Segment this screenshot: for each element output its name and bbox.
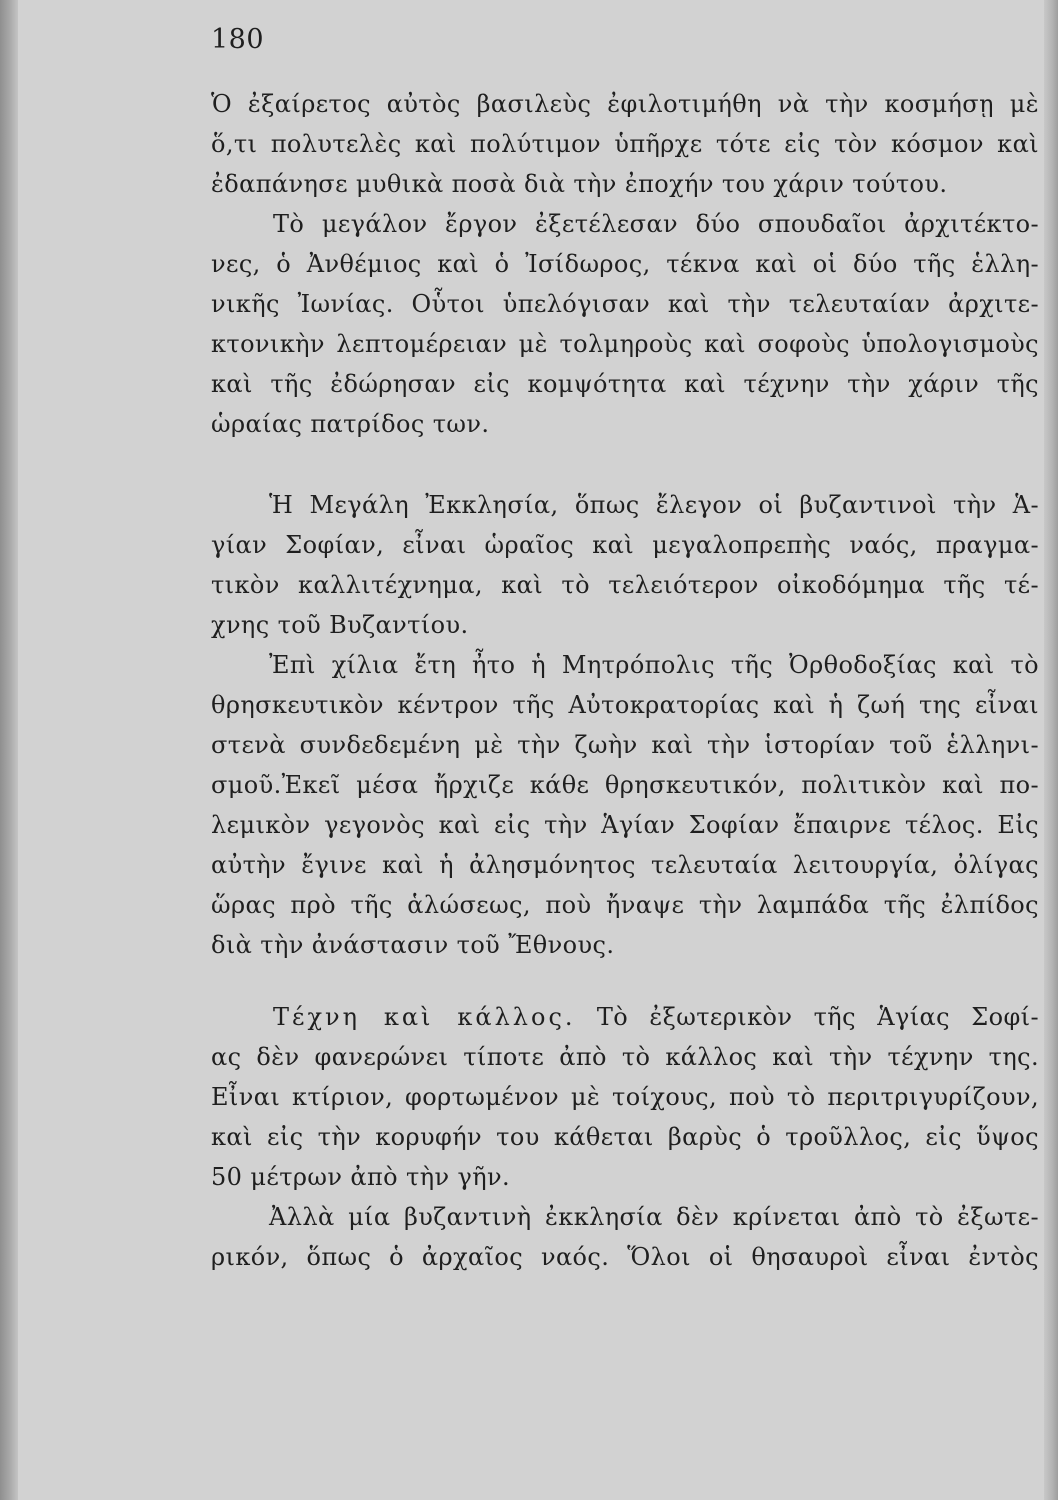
text-line: αὐτὴν ἔγινε καὶ ἡ ἀλησμόνητος τελευταία λειτουργία, ὀλίγας bbox=[211, 851, 1039, 879]
text-line: Ὁ ἐξαίρετος αὐτὸς βασιλεὺς ἐφιλοτιμήθη νὰ τὴν κοσμήσῃ μὲ bbox=[211, 90, 1039, 118]
text-line: λεμικὸν γεγονὸς καὶ εἰς τὴν Ἁγίαν Σοφίαν ἔπαιρνε τέλος. Εἰς bbox=[211, 811, 1039, 839]
text-block-great-church bbox=[211, 485, 1039, 965]
page-number: 180 bbox=[211, 24, 265, 55]
book-page bbox=[18, 0, 1044, 1500]
text-line: Εἶναι κτίριον, φορτωμένον μὲ τοίχους, ποὺ τὸ περιτριγυρίζουν, bbox=[211, 1083, 1039, 1111]
text-line: θρησκευτικὸν κέντρον τῆς Αὐτοκρατορίας καὶ ἡ ζωή της εἶναι bbox=[211, 691, 1039, 719]
text-line: νικῆς Ἰωνίας. Οὗτοι ὑπελόγισαν καὶ τὴν τελευταίαν ἀρχιτε- bbox=[211, 290, 1039, 318]
text-block-art-and-beauty bbox=[211, 997, 1039, 1277]
text-line: ας δὲν φανερώνει τίποτε ἀπὸ τὸ κάλλος καὶ τὴν τέχνην της. bbox=[211, 1043, 1039, 1071]
text-line: ἐδαπάνησε μυθικὰ ποσὰ διὰ τὴν ἐποχήν του χάριν τούτου. bbox=[211, 170, 948, 198]
text-line: σμοῦ.Ἐκεῖ μέσα ἤρχιζε κάθε θρησκευτικόν, πολιτικὸν καὶ πο- bbox=[211, 771, 1039, 799]
text-line: Ἀλλὰ μία βυζαντινὴ ἐκκλησία δὲν κρίνεται ἀπὸ τὸ ἐξωτε- bbox=[269, 1203, 1039, 1231]
text-line: στενὰ συνδεδεμένη μὲ τὴν ζωὴν καὶ τὴν ἱστορίαν τοῦ ἑλληνι- bbox=[211, 731, 1039, 759]
text-line: νες, ὁ Ἀνθέμιος καὶ ὁ Ἰσίδωρος, τέκνα καὶ οἱ δύο τῆς ἑλλη- bbox=[211, 250, 1039, 278]
text-line bbox=[211, 997, 1039, 1037]
text-line: ὅ,τι πολυτελὲς καὶ πολύτιμον ὑπῆρχε τότε εἰς τὸν κόσμον καὶ bbox=[211, 130, 1039, 158]
text-line: διὰ τὴν ἀνάστασιν τοῦ Ἔθνους. bbox=[211, 931, 615, 959]
text-line: Τὸ μεγάλον ἔργον ἐξετέλεσαν δύο σπουδαῖοι ἀρχιτέκτο- bbox=[273, 210, 1039, 238]
text-line: ὡραίας πατρίδος των. bbox=[211, 410, 490, 438]
text-line: Ἐπὶ χίλια ἔτη ἦτο ἡ Μητρόπολις τῆς Ὀρθοδοξίας καὶ τὸ bbox=[269, 651, 1039, 679]
page-edge-shadow bbox=[1044, 0, 1058, 1500]
book-gutter-shadow bbox=[0, 0, 18, 1500]
text-line: ὥρας πρὸ τῆς ἁλώσεως, ποὺ ἤναψε τὴν λαμπάδα τῆς ἐλπίδος bbox=[211, 891, 1039, 919]
text-block-intro bbox=[211, 84, 1039, 444]
section-heading: Τέχνη καὶ κάλλος. bbox=[273, 1003, 576, 1031]
text-line: Ἡ Μεγάλη Ἐκκλησία, ὅπως ἔλεγον οἱ βυζαντινοὶ τὴν Ἁ- bbox=[269, 491, 1039, 519]
text-line: 50 μέτρων ἀπὸ τὴν γῆν. bbox=[211, 1163, 511, 1191]
text-line: καὶ τῆς ἐδώρησαν εἰς κομψότητα καὶ τέχνην τὴν χάριν τῆς bbox=[211, 370, 1039, 398]
text-line: ρικόν, ὅπως ὁ ἀρχαῖος ναός. Ὅλοι οἱ θησαυροὶ εἶναι ἐντὸς bbox=[211, 1243, 1039, 1271]
heading-line-continuation: Τὸ ἐξωτερικὸν τῆς Ἁγίας Σοφί- bbox=[575, 1003, 1039, 1031]
text-line: καὶ εἰς τὴν κορυφήν του κάθεται βαρὺς ὁ τροῦλλος, εἰς ὕψος bbox=[211, 1123, 1039, 1151]
text-line: γίαν Σοφίαν, εἶναι ὡραῖος καὶ μεγαλοπρεπὴς ναός, πραγμα- bbox=[211, 531, 1039, 559]
text-line: χνης τοῦ Βυζαντίου. bbox=[211, 611, 469, 639]
text-line: κτονικὴν λεπτομέρειαν μὲ τολμηροὺς καὶ σοφοὺς ὑπολογισμοὺς bbox=[211, 330, 1039, 358]
text-line: τικὸν καλλιτέχνημα, καὶ τὸ τελειότερον οἰκοδόμημα τῆς τέ- bbox=[211, 571, 1039, 599]
